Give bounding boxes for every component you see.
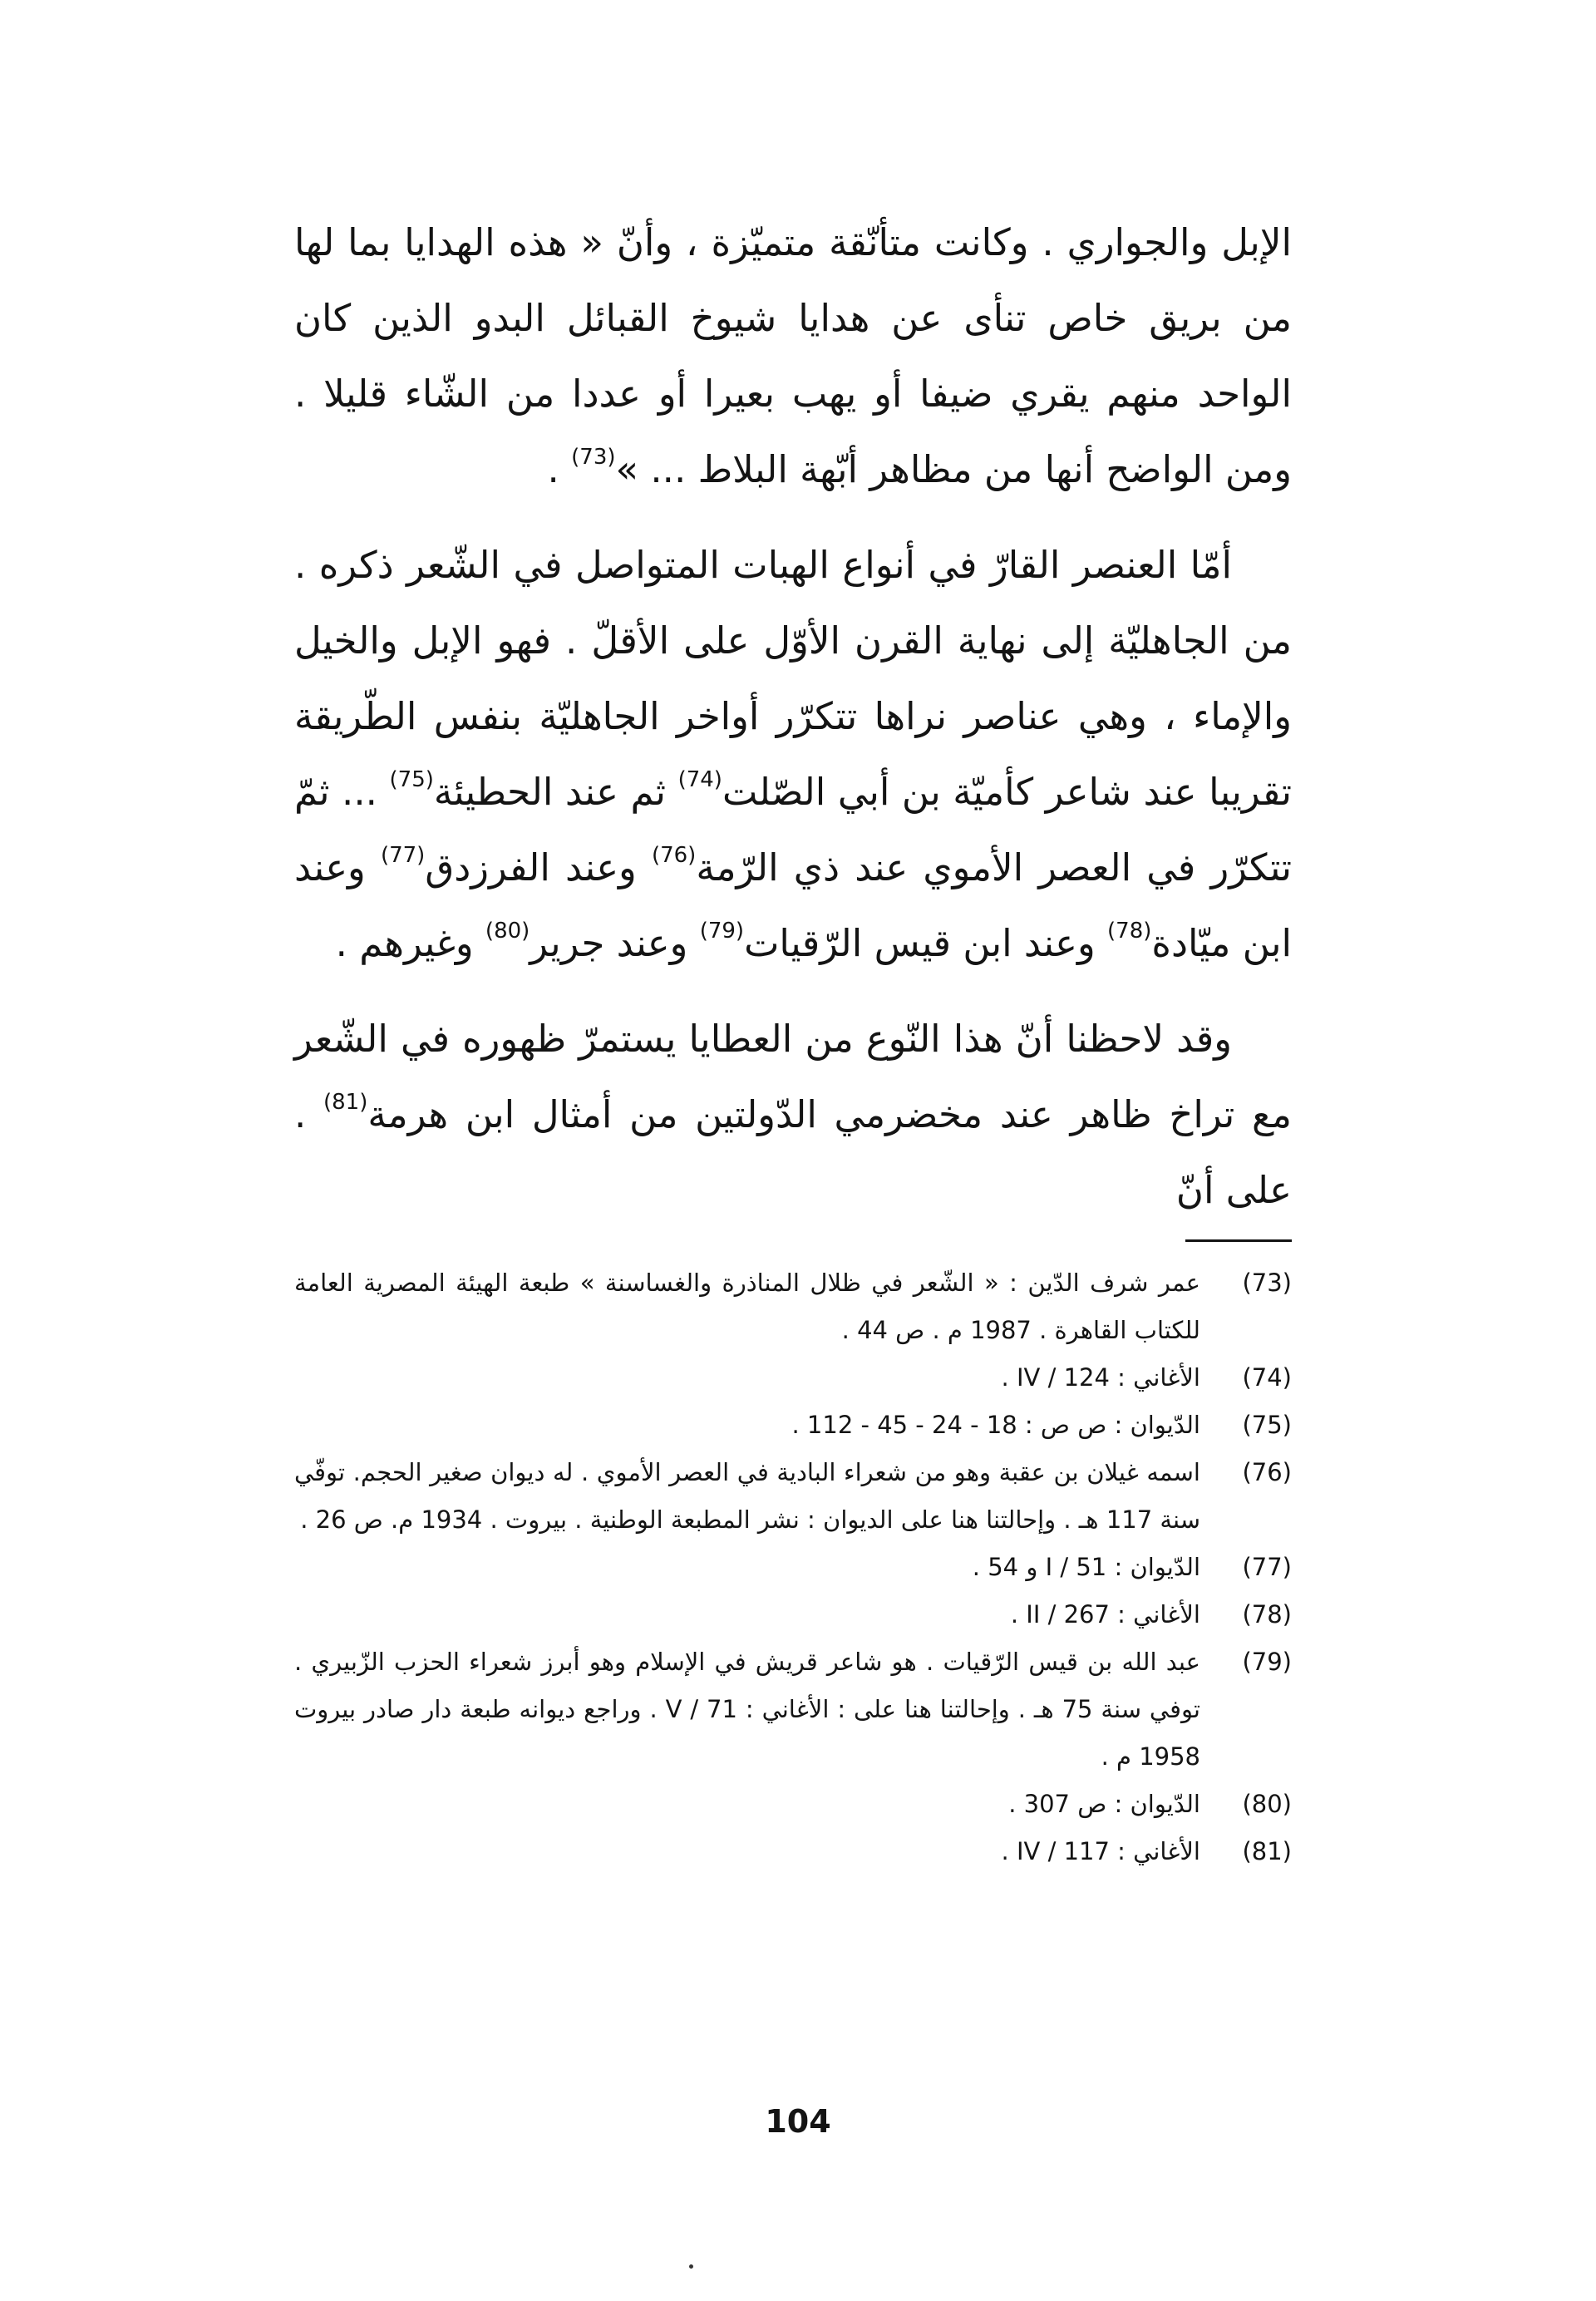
footnote-text: الأغاني : IV / 117 . xyxy=(1001,1837,1200,1865)
paragraph-1-text: الإبل والجواري . وكانت متأنّقة متميّزة ، وأنّ « هذه الهدايا بما لها من بريق خاص تنأى عن هدايا شيوخ القبائل البدو الذين كان الواحد منهم يقري ضيفا أو يهب بعيرا أو عددا من الشّاء قليلا . ومن الواضح أنها من مظاهر أبّهة البلاط ... » xyxy=(294,220,1292,491)
footnote-text: عمر شرف الدّين : « الشّعر في ظلال المناذرة والغساسنة » طبعة الهيئة المصرية العامة للكتاب القاهرة . 1987 م . ص 44 . xyxy=(294,1269,1200,1344)
paragraph-2-text-d: وعند الفرزدق xyxy=(425,845,652,889)
paragraph-3 xyxy=(294,1001,1292,1228)
paragraph-2-text-f: وعند ابن قيس الرّقيات xyxy=(744,921,1108,965)
footnote-number: (74) xyxy=(1242,1363,1292,1392)
footnote-text: عبد الله بن قيس الرّقيات . هو شاعر قريش في الإسلام وهو أبرز شعراء الحزب الزّبيري . توفي سنة 75 هـ . وإحالتنا هنا على : الأغاني : V / 71 . وراجع ديوانه طبعة دار صادر بيروت 1958 م . xyxy=(294,1648,1201,1771)
footnote-number: (79) xyxy=(1242,1648,1292,1676)
footnote-item xyxy=(294,1259,1292,1354)
footnote-item xyxy=(294,1828,1292,1875)
scan-speck xyxy=(689,2264,693,2269)
footnote-ref-78: (78) xyxy=(1107,919,1152,944)
footnote-item xyxy=(294,1402,1292,1449)
footnote-number: (80) xyxy=(1242,1790,1292,1818)
footnote-number: (76) xyxy=(1242,1458,1292,1486)
paragraph-2-text-c: ... ثمّ تتكرّر في العصر الأموي عند ذي الرّمة xyxy=(294,770,1292,889)
footnote-ref-80: (80) xyxy=(485,919,530,944)
footnote-separator xyxy=(1185,1239,1292,1242)
footnote-ref-73: (73) xyxy=(571,445,616,470)
page-number: 104 xyxy=(765,2103,831,2140)
footnote-text: اسمه غيلان بن عقبة وهو من شعراء البادية في العصر الأموي . له ديوان صغير الحجم. توفّي سنة 117 هـ . وإحالتنا هنا على الديوان : نشر المطبعة الوطنية . بيروت . 1934 م. ص 26 . xyxy=(294,1458,1200,1534)
footnote-item xyxy=(294,1781,1292,1828)
footnote-ref-77: (77) xyxy=(380,843,426,868)
footnote-number: (75) xyxy=(1242,1411,1292,1439)
footnote-item xyxy=(294,1544,1292,1591)
paragraph-2-text-g: وعند جرير xyxy=(530,921,700,965)
footnote-item xyxy=(294,1449,1292,1544)
footnote-item xyxy=(294,1638,1292,1781)
main-text xyxy=(294,204,1292,1248)
footnote-text: الأغاني : IV / 124 . xyxy=(1001,1363,1200,1392)
paragraph-3-text-a: وقد لاحظنا أنّ هذا النّوع من العطايا يستمرّ ظهوره في الشّعر مع تراخ ظاهر عند مخضرمي الدّولتين من أمثال ابن هرمة xyxy=(294,1017,1292,1136)
footnote-text: الدّيوان : ص ص : 18 - 24 - 45 - 112 . xyxy=(791,1411,1200,1439)
footnote-text: الدّيوان : I / 51 و 54 . xyxy=(972,1553,1200,1581)
footnote-ref-81: (81) xyxy=(323,1090,368,1115)
footnote-item xyxy=(294,1354,1292,1402)
paragraph-2 xyxy=(294,527,1292,981)
footnote-text: الدّيوان : ص 307 . xyxy=(1008,1790,1200,1818)
footnote-number: (81) xyxy=(1242,1837,1292,1865)
paragraph-1 xyxy=(294,204,1292,507)
footnotes xyxy=(294,1259,1292,1875)
footnote-number: (73) xyxy=(1242,1269,1292,1297)
paragraph-2-text-e: وعند ابن ميّادة xyxy=(294,845,1292,965)
footnote-item xyxy=(294,1591,1292,1638)
paragraph-2-text-b: ثم عند الحطيئة xyxy=(433,770,678,814)
footnote-number: (78) xyxy=(1242,1600,1292,1628)
footnote-ref-74: (74) xyxy=(677,767,722,792)
paragraph-3-text-b: . على أنّ xyxy=(294,1092,1292,1212)
footnote-number: (77) xyxy=(1242,1553,1292,1581)
footnote-ref-76: (76) xyxy=(651,843,697,868)
footnote-ref-79: (79) xyxy=(699,919,745,944)
paragraph-1-end: . xyxy=(547,447,572,491)
paragraph-2-text-h: وغيرهم . xyxy=(335,921,485,965)
paragraph-2-text-a: أمّا العنصر القارّ في أنواع الهبات المتواصل في الشّعر ذكره . من الجاهليّة إلى نهاية القرن الأوّل على الأقلّ . فهو الإبل والخيل والإماء ، وهي عناصر نراها تتكرّر أواخر الجاهليّة بنفس الطّريقة تقريبا عند شاعر كأميّة بن أبي الصّلت xyxy=(294,543,1292,814)
footnote-text: الأغاني : II / 267 . xyxy=(1010,1600,1200,1628)
footnote-ref-75: (75) xyxy=(389,767,434,792)
